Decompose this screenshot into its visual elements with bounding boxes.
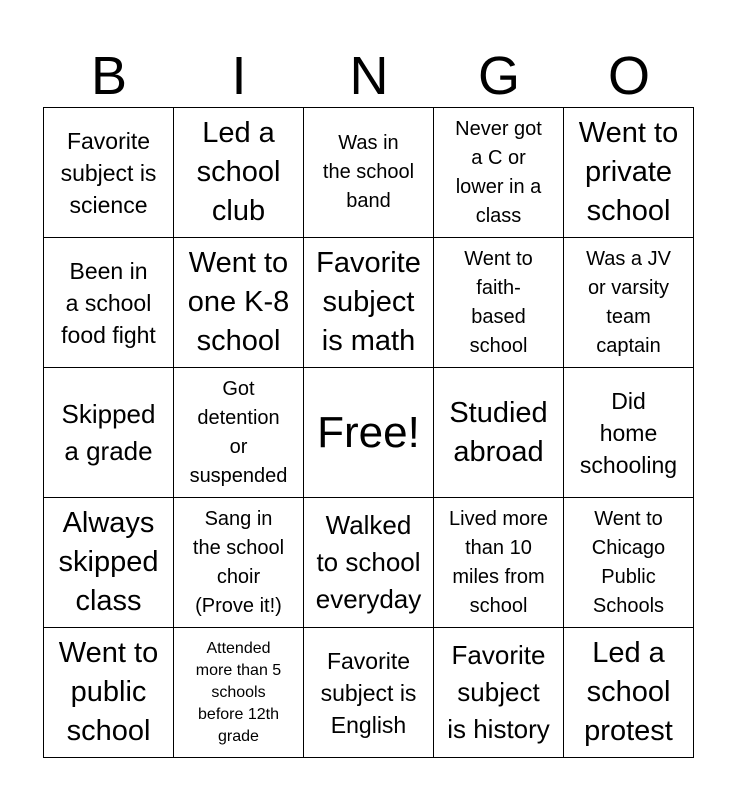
cell-text: Attended more than 5 schools before 12th grade xyxy=(195,639,282,745)
cell-text: Got detention or suspended xyxy=(189,377,288,487)
cell-text: Led a school club xyxy=(196,117,281,227)
cell-text: Favorite subject is English xyxy=(320,647,417,738)
cell-text: Went to private school xyxy=(578,117,679,227)
cell-text: Led a school protest xyxy=(584,637,673,747)
bingo-cell[interactable] xyxy=(434,628,564,758)
cell-text: Went to public school xyxy=(58,637,159,747)
bingo-cell[interactable] xyxy=(174,108,304,238)
bingo-cell[interactable] xyxy=(564,108,694,238)
bingo-cell[interactable] xyxy=(564,628,694,758)
bingo-cell[interactable] xyxy=(174,238,304,368)
cell-text: Went to Chicago Public Schools xyxy=(591,507,666,617)
bingo-cell[interactable] xyxy=(564,368,694,498)
bingo-grid xyxy=(43,107,694,758)
bingo-cell[interactable] xyxy=(304,108,434,238)
bingo-cell[interactable] xyxy=(44,628,174,758)
cell-text: Favorite subject is science xyxy=(60,127,157,218)
cell-text: Lived more than 10 miles from school xyxy=(449,507,548,617)
cell-text: Went to one K-8 school xyxy=(187,247,290,357)
bingo-cell[interactable] xyxy=(434,108,564,238)
bingo-cell[interactable] xyxy=(564,238,694,368)
bingo-cell[interactable] xyxy=(434,498,564,628)
cell-text: Walked to school everyday xyxy=(315,510,422,614)
header-letter-g: G xyxy=(477,46,520,106)
bingo-header xyxy=(44,44,694,108)
cell-text: Was in the school band xyxy=(322,132,415,212)
cell-text: Went to faith- based school xyxy=(464,247,533,357)
bingo-cell[interactable] xyxy=(44,238,174,368)
cell-text: Was a JV or varsity team captain xyxy=(586,247,671,357)
bingo-cell[interactable] xyxy=(304,498,434,628)
bingo-cell[interactable] xyxy=(434,368,564,498)
header-letter-o: O xyxy=(607,46,650,106)
cell-text: Studied abroad xyxy=(449,396,548,468)
bingo-cell[interactable] xyxy=(44,108,174,238)
header-letter-b: B xyxy=(90,46,128,106)
free-space-cell[interactable] xyxy=(304,368,434,498)
cell-text: Always skipped class xyxy=(58,507,159,617)
bingo-cell[interactable] xyxy=(174,628,304,758)
cell-text: Been in a school food fight xyxy=(61,257,156,348)
bingo-cell[interactable] xyxy=(174,368,304,498)
bingo-cell[interactable] xyxy=(304,628,434,758)
cell-text: Did home schooling xyxy=(579,387,678,478)
cell-text: Sang in the school choir (Prove it!) xyxy=(192,507,285,617)
bingo-cell[interactable] xyxy=(44,498,174,628)
bingo-cell[interactable] xyxy=(564,498,694,628)
bingo-cell[interactable] xyxy=(44,368,174,498)
cell-text: Never got a C or lower in a class xyxy=(455,117,542,227)
free-space-text: Free! xyxy=(317,407,420,457)
header-letter-n: N xyxy=(349,46,389,106)
header-letter-i: I xyxy=(231,46,247,106)
cell-text: Skipped a grade xyxy=(61,398,156,466)
cell-text: Favorite subject is math xyxy=(316,247,421,357)
bingo-cell[interactable] xyxy=(174,498,304,628)
bingo-cell[interactable] xyxy=(304,238,434,368)
cell-text: Favorite subject is history xyxy=(447,640,550,744)
bingo-cell[interactable] xyxy=(434,238,564,368)
